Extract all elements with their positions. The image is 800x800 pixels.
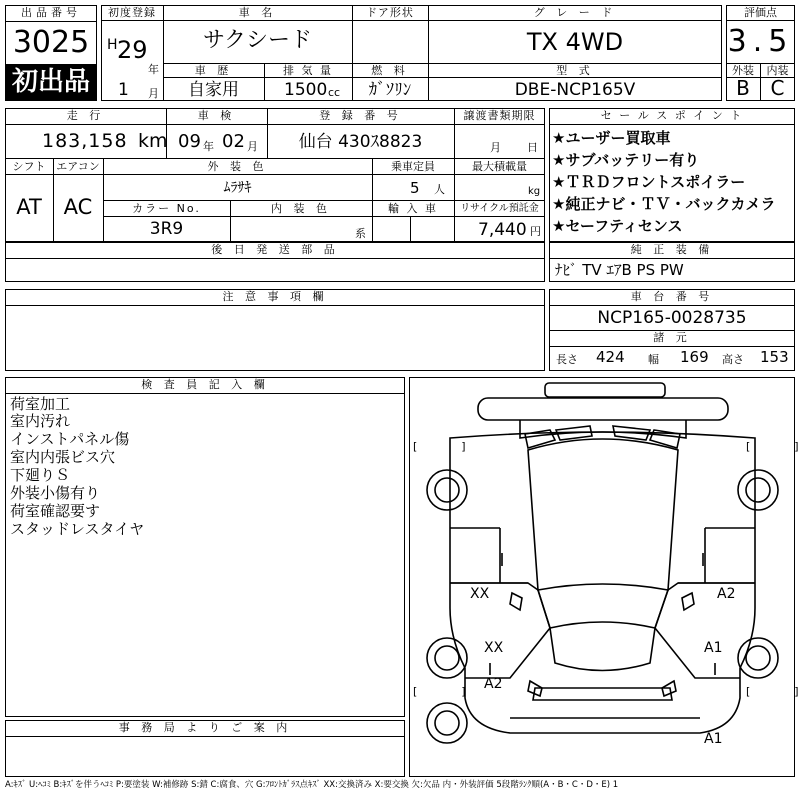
office-header: 事 務 局 よ り ご 案 内 (118, 721, 292, 734)
inspection-month: 02 (222, 131, 245, 152)
capacity-unit: 人 (434, 183, 445, 196)
mileage-header: 走 行 (66, 109, 105, 122)
inspector-line: スタッドレスタイヤ (10, 520, 145, 538)
shift-value: AT (16, 195, 42, 219)
first-reg-month: 1 (118, 80, 129, 100)
ext-color-header: 外 装 色 (207, 160, 268, 173)
car-name-header: 車 名 (238, 6, 277, 19)
grade-value: TX 4WD (526, 28, 624, 56)
recycle-header: リサイクル預託金 (460, 203, 539, 214)
color-no: 3R9 (149, 219, 184, 239)
chassis-number: NCP165-0028735 (597, 308, 747, 328)
first-reg-header: 初度登録 (108, 6, 156, 19)
length-value: 424 (596, 348, 625, 366)
damage-mark: A1 (704, 640, 723, 656)
first-reg-year: 29 (117, 36, 148, 64)
sales-point-item: ★セーフティセンス (552, 217, 683, 235)
inspection-year: 09 (178, 131, 201, 152)
sales-point-item: ★ユーザー買取車 (552, 129, 671, 147)
sales-points-header: セ ー ル ス ポ イ ン ト (600, 109, 744, 122)
transfer-header: 譲渡書類期限 (463, 109, 536, 122)
chassis-header: 車 台 番 号 (630, 290, 714, 303)
year-unit: 年 (148, 63, 159, 76)
grade-header: グ レ ー ド (533, 6, 617, 19)
damage-mark: A2 (717, 586, 736, 602)
ext-score: B (736, 76, 750, 100)
damage-mark: XX (470, 586, 490, 602)
inspection-header: 車 検 (197, 109, 236, 122)
plate-number: 仙台 430ｽ8823 (298, 132, 423, 152)
lot-number: 3025 (12, 25, 90, 60)
history-value: 自家用 (188, 80, 239, 100)
inspector-line: 荷室確認要す (10, 502, 101, 520)
equipment-value: ﾅﾋﾞ TV ｴｱB PS PW (555, 261, 684, 279)
int-score: C (770, 76, 785, 100)
right-door-panels (655, 583, 755, 678)
month-unit: 月 (148, 87, 159, 100)
inspector-line: 荷室加工 (10, 395, 71, 413)
displacement-unit: cc (328, 86, 341, 99)
damage-mark: A1 (704, 731, 723, 747)
legend: A:ｷｽﾞ U:ﾍｺﾐ B:ｷｽﾞを伴うﾍｺﾐ P:要塗装 W:補修跡 S:錆 C:腐食、穴 G:ﾌﾛﾝﾄｶﾞﾗｽ点ｷｽﾞ XX:交換済み X:要交換 欠:欠品 内・外装評価 5段階ﾗﾝｸ順(A・B・C・D・E) 1 (5, 780, 619, 790)
aircon-value: AC (63, 195, 93, 219)
int-header: 内装 (766, 64, 789, 77)
bracket-left-upper: [ ] (413, 440, 466, 453)
ext-color: ﾑﾗｻｷ (223, 180, 252, 196)
door-header: ドア形状 (366, 6, 414, 19)
rear-panel (478, 398, 728, 420)
max-load-header: 最大積載量 (472, 160, 527, 173)
mileage-value: 183,158 (42, 130, 128, 152)
capacity-value: 5 (410, 179, 420, 197)
import-header: 輸 入 車 (388, 202, 438, 215)
inspection-month-unit: 月 (247, 140, 258, 153)
first-listing-label: 初出品 (11, 67, 90, 97)
roof-panel (528, 439, 678, 590)
model-header: 型 式 (556, 64, 594, 77)
left-door-panels (450, 583, 550, 678)
detail-grid (5, 108, 545, 242)
model-code: DBE-NCP165V (514, 80, 636, 100)
int-color-header: 内 装 色 (271, 202, 331, 215)
era: H (107, 37, 118, 53)
recycle-unit: 円 (530, 225, 541, 238)
width-label: 幅 (648, 353, 659, 366)
rear-bumper (545, 383, 665, 397)
score-header: 評価点 (744, 6, 777, 19)
transfer-day-unit: 日 (527, 141, 538, 154)
wheel-rear-right (738, 470, 778, 510)
int-color-unit: 系 (355, 227, 366, 240)
inspector-line: 下廻りＳ (10, 466, 71, 484)
bracket-right-lower: [ ] (746, 685, 799, 698)
plate-header: 登 録 番 号 (319, 109, 402, 122)
mileage-unit: km (138, 130, 168, 152)
transfer-month-unit: 月 (490, 141, 501, 154)
displacement-value: 1500 (284, 80, 328, 100)
specs-header: 諸 元 (653, 331, 691, 344)
damage-mark: XX (484, 640, 504, 656)
height-label: 高さ (722, 353, 744, 366)
damage-diagram (409, 377, 795, 777)
later-parts-header: 後 日 発 送 部 品 (211, 243, 339, 256)
capacity-header: 乗車定員 (391, 160, 435, 173)
notes-header: 注 意 事 項 欄 (222, 290, 328, 303)
inspector-line: インストパネル傷 (10, 430, 130, 448)
car-diagram-svg (410, 378, 794, 776)
lot-header: 出品番号 (21, 6, 81, 19)
damage-mark: A2 (484, 676, 503, 692)
sales-point-item: ★ＴＲＤフロントスポイラー (552, 173, 746, 191)
fuel-header: 燃 料 (371, 64, 409, 77)
displacement-header: 排 気 量 (283, 64, 333, 77)
sales-point-item: ★サブバッテリー有り (552, 151, 700, 169)
score-value: 3.5 (727, 24, 794, 59)
wheel-rear-left (427, 470, 467, 510)
recycle-value: 7,440 (478, 220, 527, 240)
inspector-header: 検 査 員 記 入 欄 (141, 378, 269, 391)
color-no-header: カラー No. (132, 202, 201, 215)
inspector-line: 室内内張ビス穴 (10, 448, 116, 466)
length-label: 長さ (556, 353, 578, 366)
max-load-unit: kg (528, 186, 541, 197)
bracket-right-upper: [ ] (746, 440, 799, 453)
equipment-header: 純 正 装 備 (630, 243, 714, 256)
spare-wheel (427, 703, 467, 743)
inspector-line: 室内汚れ (10, 412, 71, 430)
height-value: 153 (760, 348, 789, 366)
front-windshield (538, 590, 668, 628)
bracket-left-lower: [ ] (413, 685, 466, 698)
sales-point-item: ★純正ナビ・ＴＶ・バックカメラ (552, 195, 776, 213)
aircon-header: エアコン (56, 160, 100, 173)
inspector-line: 外装小傷有り (10, 484, 101, 502)
front-bumper (533, 688, 672, 700)
shift-header: シフト (12, 160, 46, 173)
fuel-value: ｶﾞｿﾘﾝ (368, 80, 412, 100)
width-value: 169 (680, 348, 709, 366)
inspection-year-unit: 年 (203, 140, 214, 153)
history-header: 車 歴 (194, 64, 233, 77)
rear-window-frame (520, 420, 686, 438)
car-name: サクシード (202, 28, 313, 53)
hood (550, 628, 655, 671)
ext-header: 外装 (732, 64, 754, 77)
